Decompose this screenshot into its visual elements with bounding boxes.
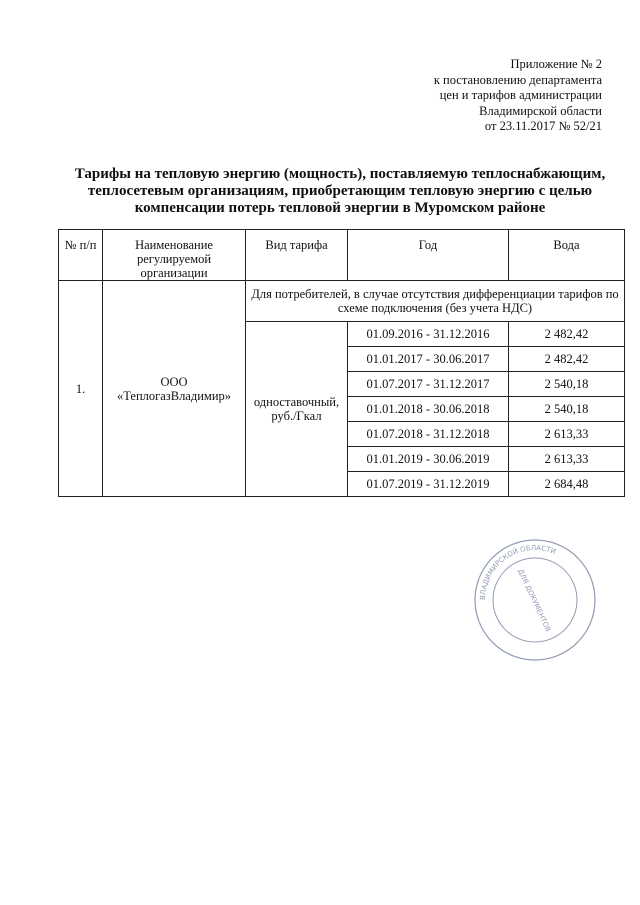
organization-name-line: ООО bbox=[160, 374, 188, 389]
title-line: компенсации потерь тепловой энергии в Муромском районе bbox=[134, 200, 546, 216]
tariff-table bbox=[58, 229, 625, 497]
title-line: теплосетевым организациям, приобретающим тепловую энергию с целью bbox=[87, 183, 593, 199]
value-cell: 2 482,42 bbox=[509, 322, 625, 347]
appendix-block bbox=[392, 57, 602, 135]
document-title bbox=[60, 166, 620, 217]
value-cell: 2 482,42 bbox=[509, 347, 625, 372]
header-num: № п/п bbox=[59, 230, 103, 281]
value-cell: 2 540,18 bbox=[509, 372, 625, 397]
title-line: Тарифы на тепловую энергию (мощность), поставляемую теплоснабжающим, bbox=[74, 166, 606, 182]
period-cell: 01.07.2019 - 31.12.2019 bbox=[348, 472, 509, 497]
appendix-line: от 23.11.2017 № 52/21 bbox=[484, 119, 602, 133]
period-cell: 01.07.2017 - 31.12.2017 bbox=[348, 372, 509, 397]
appendix-line: Приложение № 2 bbox=[510, 57, 602, 71]
appendix-line: к постановлению департамента bbox=[433, 72, 602, 87]
value-cell: 2 540,18 bbox=[509, 397, 625, 422]
official-stamp bbox=[470, 535, 600, 665]
tariff-type-line: руб./Гкал bbox=[271, 409, 322, 423]
period-cell: 01.09.2016 - 31.12.2016 bbox=[348, 322, 509, 347]
tariff-type bbox=[246, 322, 348, 497]
appendix-line: Владимирской области bbox=[479, 103, 602, 118]
appendix-line: цен и тарифов администрации bbox=[439, 88, 602, 102]
row-number: 1. bbox=[59, 281, 103, 497]
period-cell: 01.01.2019 - 30.06.2019 bbox=[348, 447, 509, 472]
period-cell: 01.07.2018 - 31.12.2018 bbox=[348, 422, 509, 447]
value-cell: 2 613,33 bbox=[509, 422, 625, 447]
tariff-type-line: одноставочный, bbox=[253, 395, 340, 409]
consumer-note: Для потребителей, в случае отсутствия дифференциации тарифов по схеме подключения (без учета НДС) bbox=[246, 281, 625, 322]
period-cell: 01.01.2018 - 30.06.2018 bbox=[348, 397, 509, 422]
organization-name-line: «ТеплогазВладимир» bbox=[116, 388, 232, 403]
organization-name bbox=[103, 281, 246, 497]
header-org: Наименование регулируемой организации bbox=[103, 230, 246, 281]
stamp-inner-text: ДЛЯ ДОКУМЕНТОВ bbox=[516, 567, 553, 634]
header-year: Год bbox=[348, 230, 509, 281]
stamp-outer-text: ВЛАДИМИРСКОЙ ОБЛАСТИ bbox=[478, 543, 557, 601]
header-water: Вода bbox=[509, 230, 625, 281]
value-cell: 2 684,48 bbox=[509, 472, 625, 497]
value-cell: 2 613,33 bbox=[509, 447, 625, 472]
period-cell: 01.01.2017 - 30.06.2017 bbox=[348, 347, 509, 372]
header-tariff-type: Вид тарифа bbox=[246, 230, 348, 281]
